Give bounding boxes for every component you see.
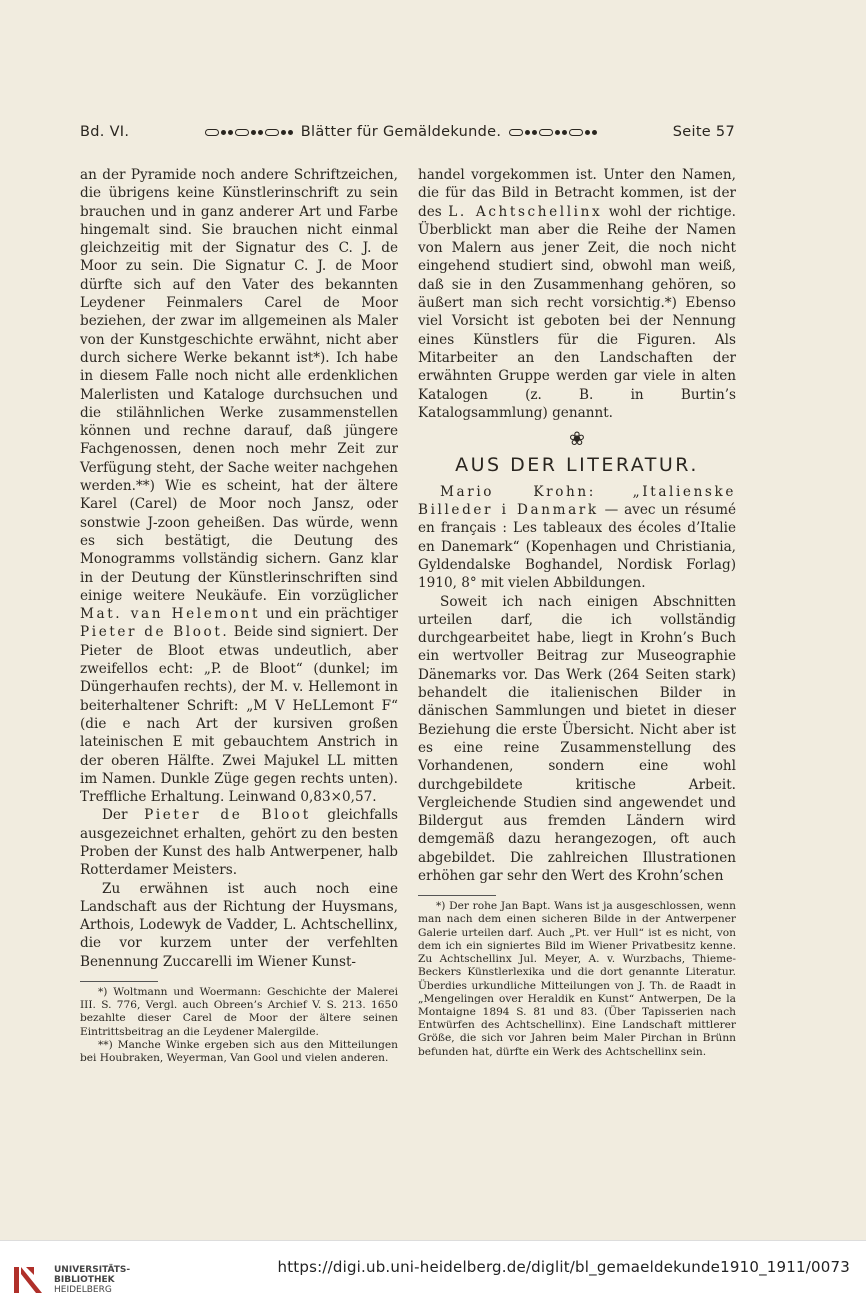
paragraph: Mario Krohn: „Italienske Billeder i Danmark — avec un résumé en français : Les tableaux des écoles d’Italie en Danemark“ (Kopenhagen und Christiania, Gyldendalske Boghandel, Nordisk Forlag) 1910, 8° mit vielen Abbildungen. <box>418 483 736 592</box>
right-column <box>418 166 736 1059</box>
paragraph: an der Pyramide noch andere Schriftzeichen, die übrigens keine Künstlerinschrift zu sein brauchen und in ganz anderer Art und Farbe hingemalt sind. Sie brauchen nicht einmal gleichzeitig mit der Signatur des C. J. de Moor zu sein. Die Signatur C. J. de Moor dürfte sich auf den Vater des bekannten Leydener Feinmalers Carel de Moor beziehen, der zwar im allgemeinen als Maler von der Kunstgeschichte erwähnt, nicht aber durch sichere Werke bekannt ist*). Ich habe in diesem Falle noch nicht alle erdenklichen Malerlisten und Kataloge durchsuchen und die stilähnlichen Werke zusammenstellen können und rechne darauf, daß jüngere Fachgenossen, denen noch mehr Zeit zur Verfügung steht, der Sache weiter nachgehen werden.**) Wie es scheint, hat der ältere Karel (Carel) de Moor noch Jansz, oder sonstwie J-zoon geheißen. Das würde, wenn es sich bestätigt, die Deutung des Monogramms vollständig sichern. Ganz klar in der Deutung der Künstlerinschriften sind einige weitere Neukäufe. Ein vorzüglicher Mat. van Helemont und ein prächtiger Pieter de Bloot. Beide sind signiert. Der Pieter de Bloot etwas undeutlich, aber zweifellos echt: „P. de Bloot“ (dunkel; im Düngerhaufen rechts), der M. v. Hellemont in beiterhaltener Schrift: „M V HeLLemont F“ (die e nach Art der kursiven großen lateinischen E mit gebauchtem Anstrich in der oberen Hälfte. Zwei Majukel LL mitten im Namen. Dunkle Züge gegen rechts unten). Treffliche Erhaltung. Leinwand 0,83×0,57. <box>80 167 398 806</box>
page-number: Seite 57 <box>672 124 735 140</box>
paragraph: Zu erwähnen ist auch noch eine Landschaft aus der Richtung der Huysmans, Arthois, Lodewyk de Vadder, L. Achtschellinx, die vor kurzem unter der verfehlten Benennung Zuccarelli im Wiener Kunst- <box>80 880 398 970</box>
artist-name: Pieter de Bloot <box>144 807 311 824</box>
library-logo-icon <box>12 1263 46 1297</box>
footnote: *) Der rohe Jan Bapt. Wans ist ja ausgeschlossen, wenn man nach dem einen sicheren Bilde in der Antwerpener Galerie urteilen darf. Auch „Pt. ver Hull“ ist es nicht, von dem ich ein signiertes Bild im Wiener Privatbesitz kenne. Zu Achtschellinx Jul. Meyer, A. v. Wurzbachs, Thieme-Beckers Künstlerlexika und die dort genannte Literatur. Überdies urkundliche Mitteilungen von J. Th. de Raadt in „Mengelingen over Heraldik en Kunst“ Antwerpen, De la Montaigne 1894 S. 81 und 83. (Über Tapisserien nach Entwürfen des Achtschellinx). Eine Landschaft mittlerer Größe, die sich vor Jahren beim Maler Pirchan in Brünn befunden hat, dürfte ein Werk des Achtschellinx sein. <box>418 900 736 1058</box>
footnotes <box>418 900 736 1058</box>
footnote: **) Manche Winke ergeben sich aus den Mitteilungen bei Houbraken, Weyerman, Van Gool und vielen anderen. <box>80 1038 398 1065</box>
footnote-divider <box>418 895 496 896</box>
footnote-divider <box>80 981 158 982</box>
author-name: Mario Krohn: <box>440 483 596 500</box>
footnotes <box>80 986 398 1065</box>
viewer-footer <box>0 1240 866 1312</box>
footnote: *) Woltmann und Woermann: Geschichte der Malerei III. S. 776, Vergl. auch Obreen’s Archief V. S. 213. 1650 bezahlte dieser Carel de Moor der ältere seinen Eintrittsbeitrag an die Leydener Malergilde. <box>80 986 398 1038</box>
ornament-right-icon <box>509 129 597 136</box>
artist-name: Mat. van Helemont <box>80 606 261 623</box>
artist-name: L. Achtschellinx <box>448 203 603 220</box>
section-emblem-icon: ❀ <box>569 428 585 451</box>
journal-title: Blätter für Gemäldekunde. <box>300 124 502 140</box>
volume-label: Bd. VI. <box>80 124 130 140</box>
section-title: AUS DER LITERATUR. <box>455 454 699 477</box>
journal-title-group <box>205 124 597 140</box>
running-header <box>80 124 735 140</box>
artist-name: Pieter de Bloot. <box>80 624 230 641</box>
library-name: UNIVERSITÄTS- BIBLIOTHEK HEIDELBERG <box>54 1265 131 1295</box>
library-logo[interactable] <box>12 1263 130 1297</box>
ornament-left-icon <box>205 129 293 136</box>
left-column <box>80 166 398 1065</box>
book-title: „Italienske Billeder i Danmark <box>418 483 736 519</box>
paragraph: Der Pieter de Bloot gleichfalls ausgezeichnet erhalten, gehört zu den besten Proben der Kunst des halb Antwerpener, halb Rotterdamer Meisters. <box>80 807 399 879</box>
permalink-url[interactable]: https://digi.ub.uni-heidelberg.de/diglit/bl_gemaeldekunde1910_1911/0073 <box>277 1258 850 1276</box>
paragraph: handel vorgekommen ist. Unter den Namen, die für das Bild in Betracht kommen, ist der des L. Achtschellinx wohl der richtige. Überblickt man aber die Reihe der Namen von Malern aus jener Zeit, die noch nicht eingehend studiert sind, obwohl man weiß, daß sie in den Zusammenhang gehören, so äußert man sich recht vorsichtig.*) Ebenso viel Vorsicht ist geboten bei der Nennung eines Künstlers für die Figuren. Als Mitarbeiter an den Landschaften der erwähnten Gruppe werden gar viele in alten Katalogen (z. B. in Burtin’s Katalogsammlung) genannt. <box>418 167 737 421</box>
paragraph: Soweit ich nach einigen Abschnitten urteilen darf, die ich vollständig durchgearbeitet habe, liegt in Krohn’s Buch ein wertvoller Beitrag zur Museographie Dänemarks vor. Das Werk (264 Seiten stark) behandelt die italienischen Bilder in dänischen Sammlungen und bietet in dieser Beziehung die erste Übersicht. Nicht aber ist es eine reine Zusammenstellung des Vorhandenen, sondern eine wohl durchgebildete kritische Arbeit. Vergleichende Studien sind angewendet und Bildergut aus fremden Ländern wird demgemäß dazu herangezogen, oft auch abgebildet. Die zahlreichen Illustrationen erhöhen gar sehr den Wert des Krohn’schen <box>418 593 736 884</box>
